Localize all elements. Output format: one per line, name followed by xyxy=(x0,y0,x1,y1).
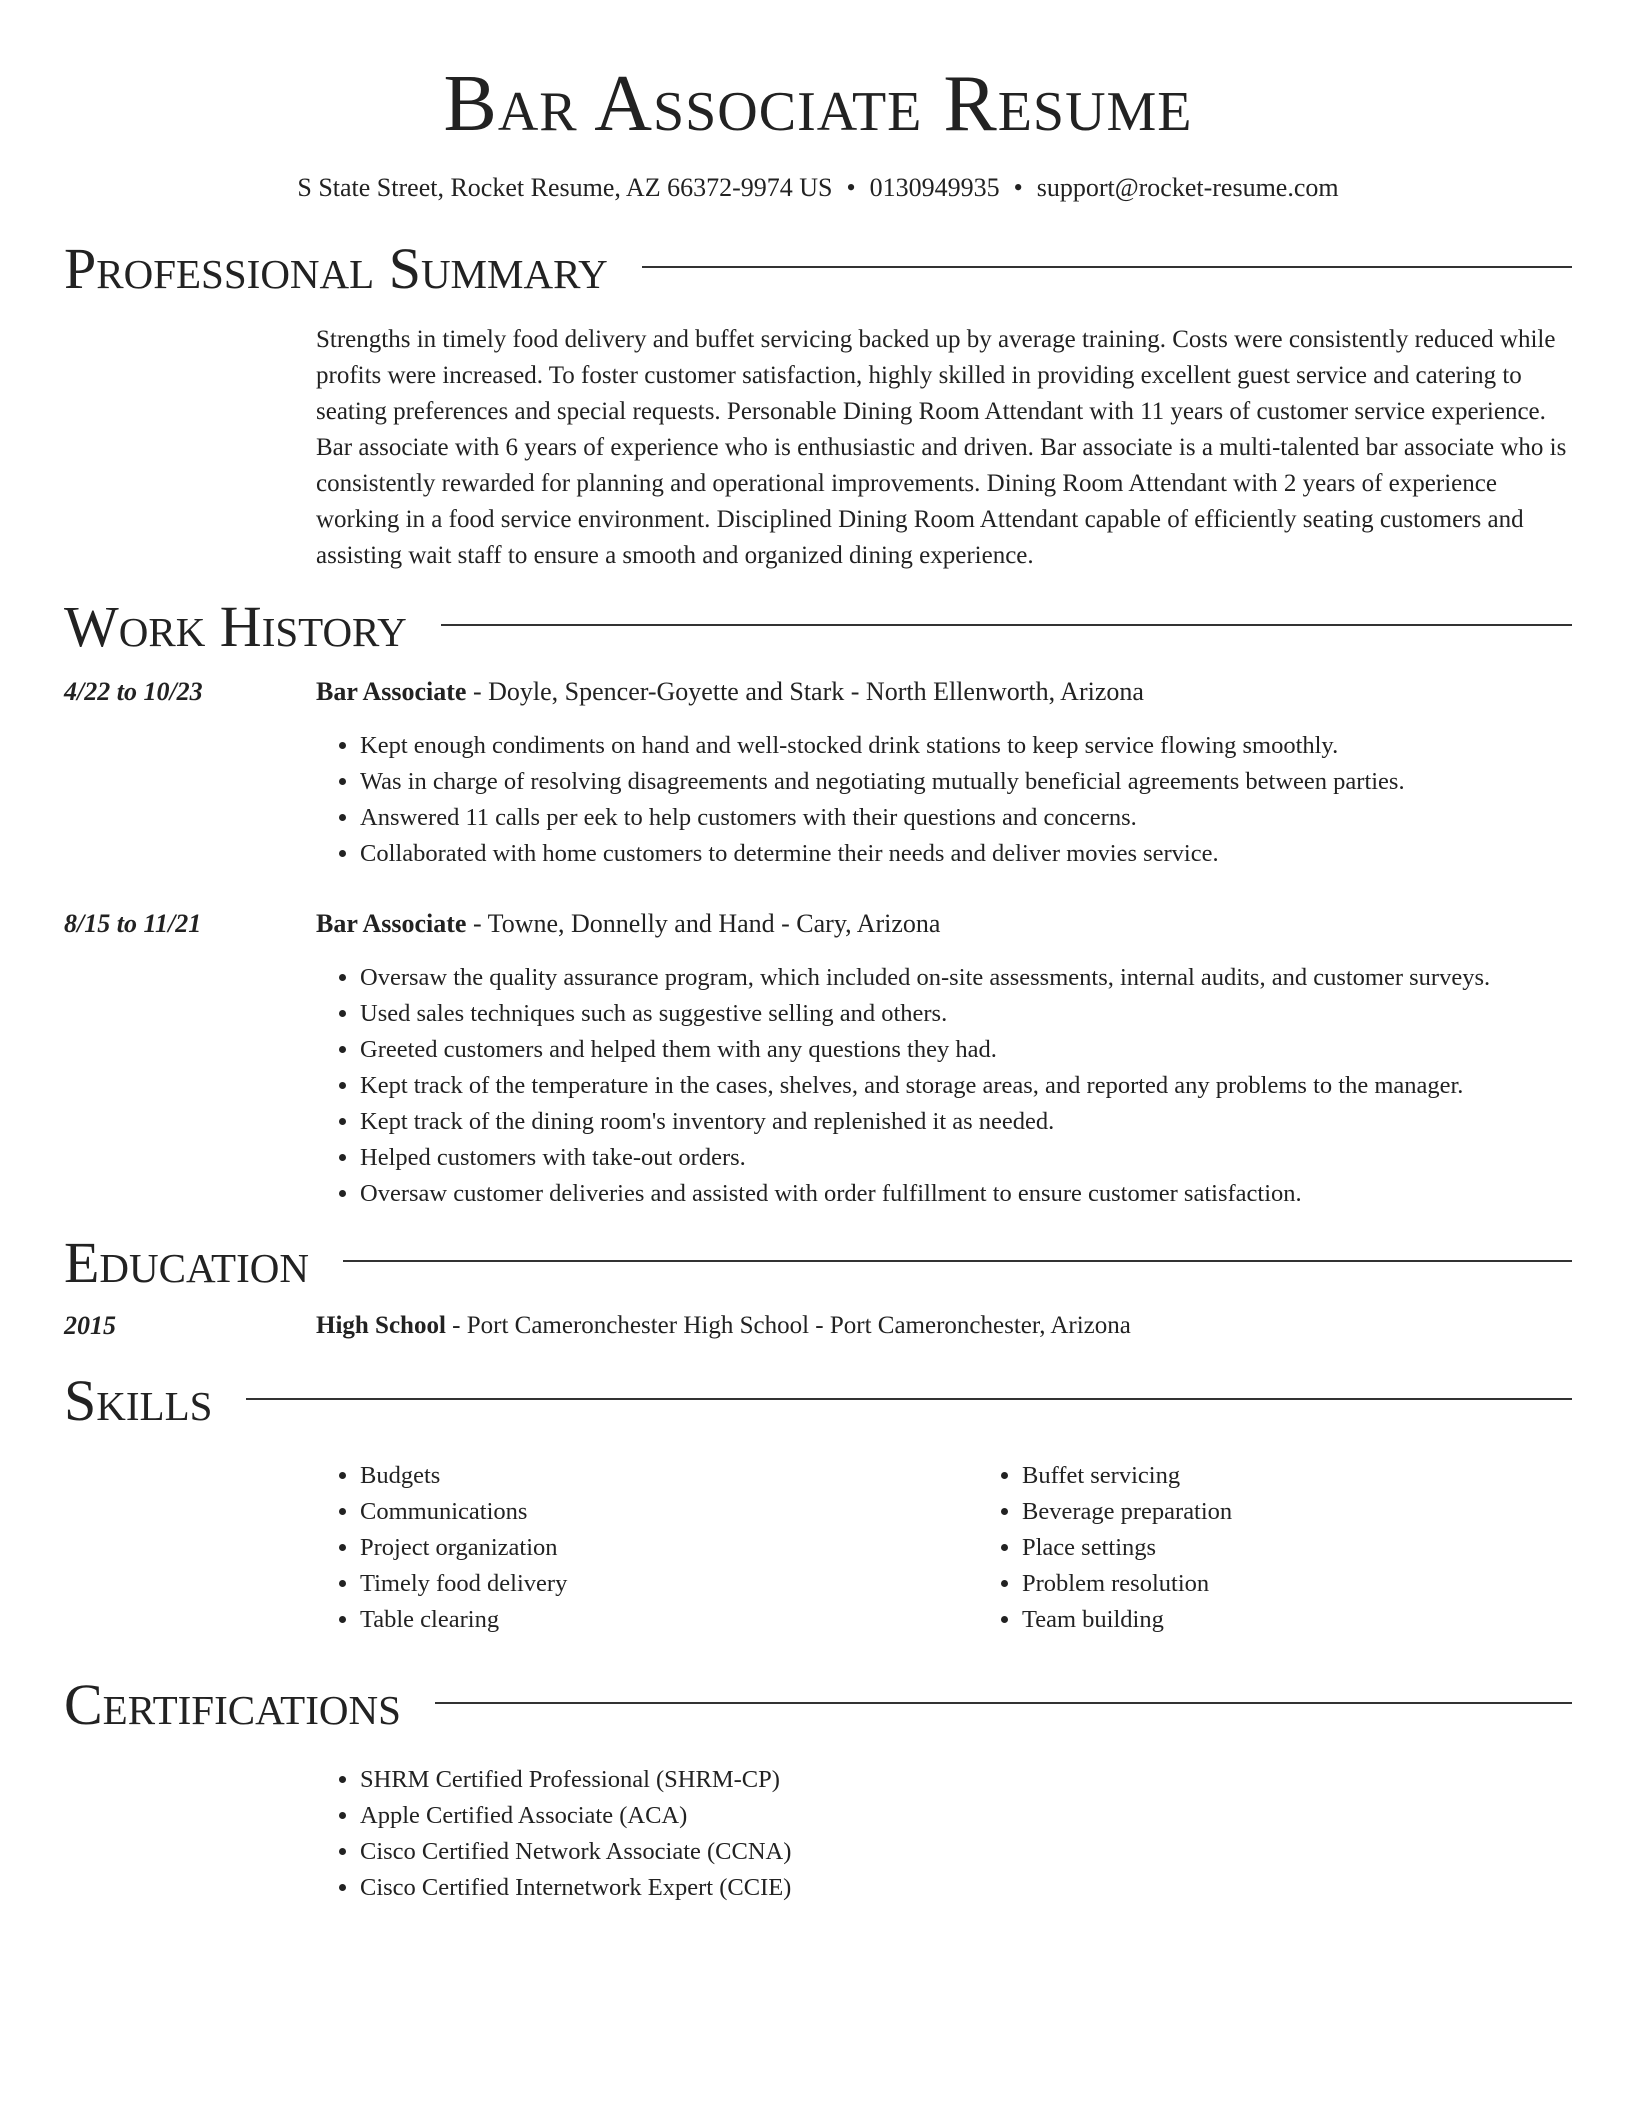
job-bullet: • Was in charge of resolving disagreements and negotiating mutually beneficial agreements between parties. xyxy=(360,764,1572,800)
resume-page xyxy=(64,0,1572,1906)
education-section-header xyxy=(64,1228,1572,1298)
education-entry xyxy=(64,1308,1572,1344)
skills-section-header xyxy=(64,1366,1572,1436)
certifications-list xyxy=(316,1762,1572,1906)
summary-section-header xyxy=(64,234,1572,304)
education-school: - Port Cameronchester High School - Port Cameronchester, Arizona xyxy=(445,1312,1131,1339)
certifications-heading: Certifications xyxy=(64,1672,401,1737)
job-employer: - Towne, Donnelly and Hand - Cary, Arizona xyxy=(466,909,941,938)
job-entry xyxy=(64,674,1572,872)
job-bullet: • Collaborated with home customers to determine their needs and deliver movies service. xyxy=(360,836,1572,872)
certifications-row xyxy=(64,1762,1572,1906)
education-heading: Education xyxy=(64,1230,309,1295)
contact-address: S State Street, Rocket Resume, AZ 66372-9974 US xyxy=(297,173,833,202)
job-title-line xyxy=(316,674,1572,710)
skill-item: • Place settings xyxy=(1022,1530,1632,1566)
contact-phone: 0130949935 xyxy=(869,173,1000,202)
contact-line xyxy=(64,172,1572,204)
resume-title: Bar Associate Resume xyxy=(443,60,1193,148)
job-bullet: • Used sales techniques such as suggestive selling and others. xyxy=(360,996,1572,1032)
skills-list-left xyxy=(316,1458,978,1638)
job-body xyxy=(316,906,1572,1212)
education-degree: High School xyxy=(316,1312,446,1339)
job-dates: 8/15 to 11/21 xyxy=(64,909,202,938)
job-bullet: • Oversaw customer deliveries and assisted with order fulfillment to ensure customer satisfaction. xyxy=(360,1176,1572,1212)
skills-row xyxy=(64,1458,1572,1638)
job-bullet: • Answered 11 calls per eek to help customers with their questions and concerns. xyxy=(360,800,1572,836)
skill-item: • Buffet servicing xyxy=(1022,1458,1632,1494)
section-divider xyxy=(246,1398,1572,1400)
contact-separator: • xyxy=(846,173,856,202)
section-divider xyxy=(343,1260,1572,1262)
skills-list-right xyxy=(978,1458,1632,1638)
job-bullets xyxy=(316,728,1572,872)
section-divider xyxy=(441,624,1572,626)
certifications-section-header xyxy=(64,1670,1572,1740)
job-bullet: • Kept enough condiments on hand and well-stocked drink stations to keep service flowing smoothly. xyxy=(360,728,1572,764)
certification-item: • Cisco Certified Internetwork Expert (CCIE) xyxy=(360,1870,1572,1906)
skills-columns xyxy=(316,1458,1632,1638)
section-divider xyxy=(642,266,1572,268)
job-employer: - Doyle, Spencer-Goyette and Stark - North Ellenworth, Arizona xyxy=(466,677,1144,706)
job-bullet: • Oversaw the quality assurance program, which included on-site assessments, internal audits, and customer surveys. xyxy=(360,960,1572,996)
work-heading: Work History xyxy=(64,594,407,659)
job-bullet: • Kept track of the temperature in the cases, shelves, and storage areas, and reported any problems to the manager. xyxy=(360,1068,1572,1104)
certification-item: • SHRM Certified Professional (SHRM-CP) xyxy=(360,1762,1572,1798)
certification-item: • Cisco Certified Network Associate (CCNA) xyxy=(360,1834,1572,1870)
summary-text: Strengths in timely food delivery and buffet servicing backed up by average training. Costs were consistently reduced while profits were increased. To foster customer satisfaction, highly skilled in providing excellent guest service and catering to seating preferences and special requests. Personable Dining Room Attendant with 11 years of customer service experience. Bar associate with 6 years of experience who is enthusiastic and driven. Bar associate is a multi-talented bar associate who is consistently rewarded for planning and operational improvements. Dining Room Attendant with 2 years of experience working in a food service environment. Disciplined Dining Room Attendant capable of efficiently seating customers and assisting wait staff to ensure a smooth and organized dining experience. xyxy=(316,326,1567,569)
skill-item: • Team building xyxy=(1022,1602,1632,1638)
summary-row xyxy=(64,322,1572,574)
summary-heading: Professional Summary xyxy=(64,236,608,301)
education-body xyxy=(316,1308,1572,1344)
contact-email: support@rocket-resume.com xyxy=(1036,173,1339,202)
section-divider xyxy=(435,1702,1572,1704)
job-bullet: • Helped customers with take-out orders. xyxy=(360,1140,1572,1176)
job-bullet: • Greeted customers and helped them with any questions they had. xyxy=(360,1032,1572,1068)
job-title: Bar Associate xyxy=(316,677,467,706)
job-entry xyxy=(64,906,1572,1212)
certifications-body xyxy=(316,1762,1572,1906)
skill-item: • Problem resolution xyxy=(1022,1566,1632,1602)
work-section-header xyxy=(64,592,1572,662)
skill-item: • Budgets xyxy=(360,1458,978,1494)
job-bullet: • Kept track of the dining room's inventory and replenished it as needed. xyxy=(360,1104,1572,1140)
certification-item: • Apple Certified Associate (ACA) xyxy=(360,1798,1572,1834)
skill-item: • Communications xyxy=(360,1494,978,1530)
skill-item: • Table clearing xyxy=(360,1602,978,1638)
education-year: 2015 xyxy=(64,1311,116,1340)
job-bullets xyxy=(316,960,1572,1212)
skill-item: • Timely food delivery xyxy=(360,1566,978,1602)
summary-left-spacer xyxy=(64,322,316,574)
skill-item: • Beverage preparation xyxy=(1022,1494,1632,1530)
job-title: Bar Associate xyxy=(316,909,467,938)
skills-heading: Skills xyxy=(64,1368,213,1433)
job-body xyxy=(316,674,1572,872)
contact-separator: • xyxy=(1013,173,1023,202)
job-title-line xyxy=(316,906,1572,942)
skill-item: • Project organization xyxy=(360,1530,978,1566)
job-dates: 4/22 to 10/23 xyxy=(64,677,203,706)
skills-left-spacer xyxy=(64,1458,316,1638)
certifications-left-spacer xyxy=(64,1762,316,1906)
